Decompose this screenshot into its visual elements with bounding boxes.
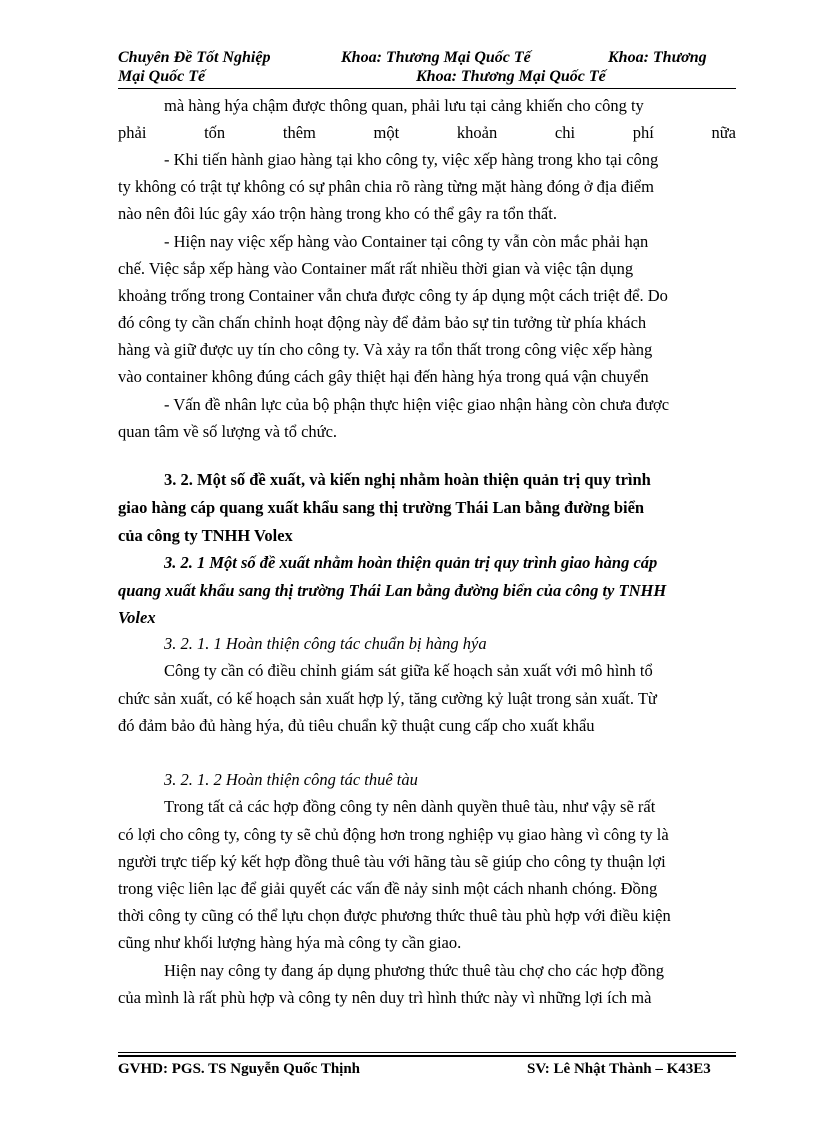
- section-heading-3-2: giao hàng cáp quang xuất khẩu sang thị trường Thái Lan bằng đường biển: [118, 498, 645, 517]
- paragraph-line: Công ty cần có điều chỉnh giám sát giữa kế hoạch sản xuất với mô hình tổ: [164, 661, 653, 680]
- paragraph-line: khoảng trống trong Container vẫn chưa được công ty áp dụng một cách triệt để. Do: [118, 286, 668, 305]
- running-header-line-2: [118, 67, 718, 86]
- running-header-line-1: [118, 48, 718, 67]
- section-heading-3-2: 3. 2. Một số đề xuất, và kiến nghị nhằm hoàn thiện quản trị quy trình: [164, 470, 651, 489]
- paragraph-line: cũng như khối lượng hàng hýa mà công ty cần giao.: [118, 933, 462, 952]
- paragraph-line: phải tốn thêm một khoản chi phí nữa: [118, 123, 736, 142]
- header-rule: [118, 88, 736, 89]
- header-faculty-wrapped: Khoa: Thương: [608, 49, 707, 66]
- header-faculty: Khoa: Thương Mại Quốc Tế: [341, 49, 531, 66]
- paragraph-line: hàng và giữ được uy tín cho công ty. Và xảy ra tổn thất trong công việc xếp hàng: [118, 340, 653, 359]
- paragraph-line: chức sản xuất, có kế hoạch sản xuất hợp lý, tăng cường kỷ luật trong sản xuất. Từ: [118, 689, 657, 708]
- header-faculty-continued: Mại Quốc Tế: [118, 68, 206, 85]
- paragraph-line: trong việc liên lạc để giải quyết các vấn đề nảy sinh một cách nhanh chóng. Đồng: [118, 879, 658, 898]
- paragraph-line: mà hàng hýa chậm được thông quan, phải lưu tại cảng khiến cho công ty: [164, 96, 644, 115]
- paragraph-line: người trực tiếp ký kết hợp đồng thuê tàu với hãng tàu sẽ giúp cho công ty thuận lợi: [118, 852, 666, 871]
- paragraph-line: của mình là rất phù hợp và công ty nên duy trì hình thức này vì những lợi ích mà: [118, 988, 652, 1007]
- paragraph-line: quan tâm về số lượng và tổ chức.: [118, 422, 338, 441]
- paragraph-line: thời công ty cũng có thể lựu chọn được phương thức thuê tàu phù hợp với điều kiện: [118, 906, 671, 925]
- subheading-3-2-1-2: 3. 2. 1. 2 Hoàn thiện công tác thuê tàu: [164, 770, 418, 789]
- paragraph-line: đó đảm bảo đủ hàng hýa, đủ tiêu chuẩn kỹ thuật cung cấp cho xuất khẩu: [118, 716, 595, 735]
- subsection-heading-3-2-1: Volex: [118, 608, 156, 627]
- paragraph-line: nào nên đôi lúc gây xáo trộn hàng trong kho có thể gây ra tổn thất.: [118, 204, 557, 223]
- header-thesis-title: Chuyên Đề Tốt Nghiệp: [118, 49, 271, 66]
- footer-advisor: GVHD: PGS. TS Nguyễn Quốc Thịnh: [118, 1061, 361, 1077]
- paragraph-line: - Khi tiến hành giao hàng tại kho công ty, việc xếp hàng trong kho tại công: [164, 150, 659, 169]
- paragraph-line: ty không có trật tự không có sự phân chia rõ ràng từng mặt hàng đóng ở địa điểm: [118, 177, 654, 196]
- paragraph-line: - Hiện nay việc xếp hàng vào Container tại công ty vẫn còn mắc phải hạn: [164, 232, 649, 251]
- footer-rule-thick: [118, 1055, 736, 1057]
- subsection-heading-3-2-1: quang xuất khẩu sang thị trường Thái Lan bằng đường biển của công ty TNHH: [118, 581, 667, 600]
- paragraph-line: Hiện nay công ty đang áp dụng phương thức thuê tàu chợ cho các hợp đồng: [164, 961, 664, 980]
- paragraph-line: có lợi cho công ty, công ty sẽ chủ động hơn trong nghiệp vụ giao hàng vì công ty là: [118, 825, 669, 844]
- footer-student: SV: Lê Nhật Thành – K43E3: [527, 1061, 711, 1077]
- paragraph-line: Trong tất cả các hợp đồng công ty nên dành quyền thuê tàu, như vậy sẽ rất: [164, 797, 656, 816]
- header-faculty-repeat: Khoa: Thương Mại Quốc Tế: [416, 68, 606, 85]
- paragraph-line: đó công ty cần chấn chỉnh hoạt động này để đảm bảo sự tin tưởng từ phía khách: [118, 313, 647, 332]
- subheading-3-2-1-1: 3. 2. 1. 1 Hoàn thiện công tác chuẩn bị hàng hýa: [164, 634, 487, 653]
- footer-rule: [118, 1052, 736, 1053]
- paragraph-line: chế. Việc sắp xếp hàng vào Container mất rất nhiều thời gian và việc tận dụng: [118, 259, 634, 278]
- paragraph-line: - Vấn đề nhân lực của bộ phận thực hiện việc giao nhận hàng còn chưa được: [164, 395, 670, 414]
- subsection-heading-3-2-1: 3. 2. 1 Một số đề xuất nhằm hoàn thiện quản trị quy trình giao hàng cáp: [164, 553, 658, 572]
- section-heading-3-2: của công ty TNHH Volex: [118, 526, 293, 545]
- paragraph-line: vào container không đúng cách gây thiệt hại đến hàng hýa trong quá vận chuyển: [118, 367, 649, 386]
